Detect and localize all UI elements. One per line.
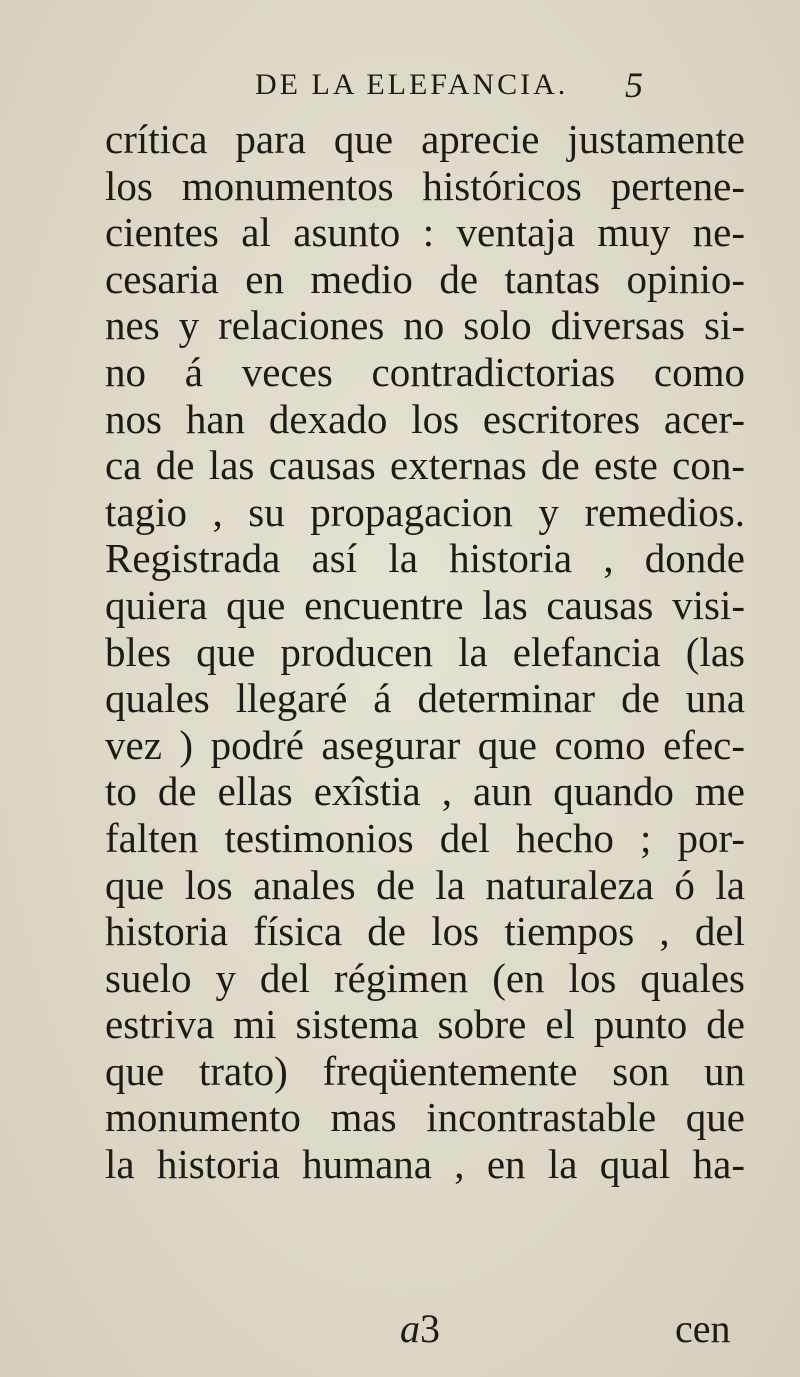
text-line: que los anales de la naturaleza ó la (105, 861, 745, 908)
text-line: que trato) freqüentemente son un (105, 1047, 745, 1094)
text-line: tagio , su propagacion y remedios. (105, 488, 745, 535)
signature-letter: a (400, 1306, 420, 1351)
text-line: cientes al asunto : ventaja muy ne- (105, 209, 745, 256)
text-line: cesaria en medio de tantas opinio- (105, 255, 745, 302)
catchword: cen (675, 1306, 731, 1351)
running-head: DE LA ELEFANCIA. (255, 68, 569, 101)
page-number: 5 (625, 65, 643, 105)
text-line: nes y relaciones no solo diversas si- (105, 302, 745, 349)
text-line: quales llegaré á determinar de una (105, 675, 745, 722)
text-line: los monumentos históricos pertene- (105, 162, 745, 209)
text-line: ca de las causas externas de este con- (105, 442, 745, 489)
text-line: bles que producen la elefancia (las (105, 628, 745, 675)
text-line: to de ellas exîstia , aun quando me (105, 768, 745, 815)
text-line: la historia humana , en la qual ha- (105, 1141, 745, 1188)
text-line: crítica para que aprecie justamente (105, 116, 745, 162)
signature-mark (400, 1305, 440, 1352)
text-line: no á veces contradictorias como (105, 348, 745, 395)
text-line: falten testimonios del hecho ; por- (105, 814, 745, 861)
text-line: suelo y del régimen (en los quales (105, 954, 745, 1001)
text-line: historia física de los tiempos , del (105, 908, 745, 955)
signature-number: 3 (420, 1306, 440, 1351)
page-footer (0, 1305, 800, 1355)
body-text (105, 116, 745, 1188)
text-line: vez ) podré asegurar que como efec- (105, 721, 745, 768)
text-line: Registrada así la historia , donde (105, 535, 745, 582)
text-line: monumento mas incontrastable que (105, 1094, 745, 1141)
text-line: quiera que encuentre las causas visi- (105, 581, 745, 628)
text-line: estriva mi sistema sobre el punto de (105, 1001, 745, 1048)
page-header (0, 62, 800, 112)
text-line: nos han dexado los escritores acer- (105, 395, 745, 442)
